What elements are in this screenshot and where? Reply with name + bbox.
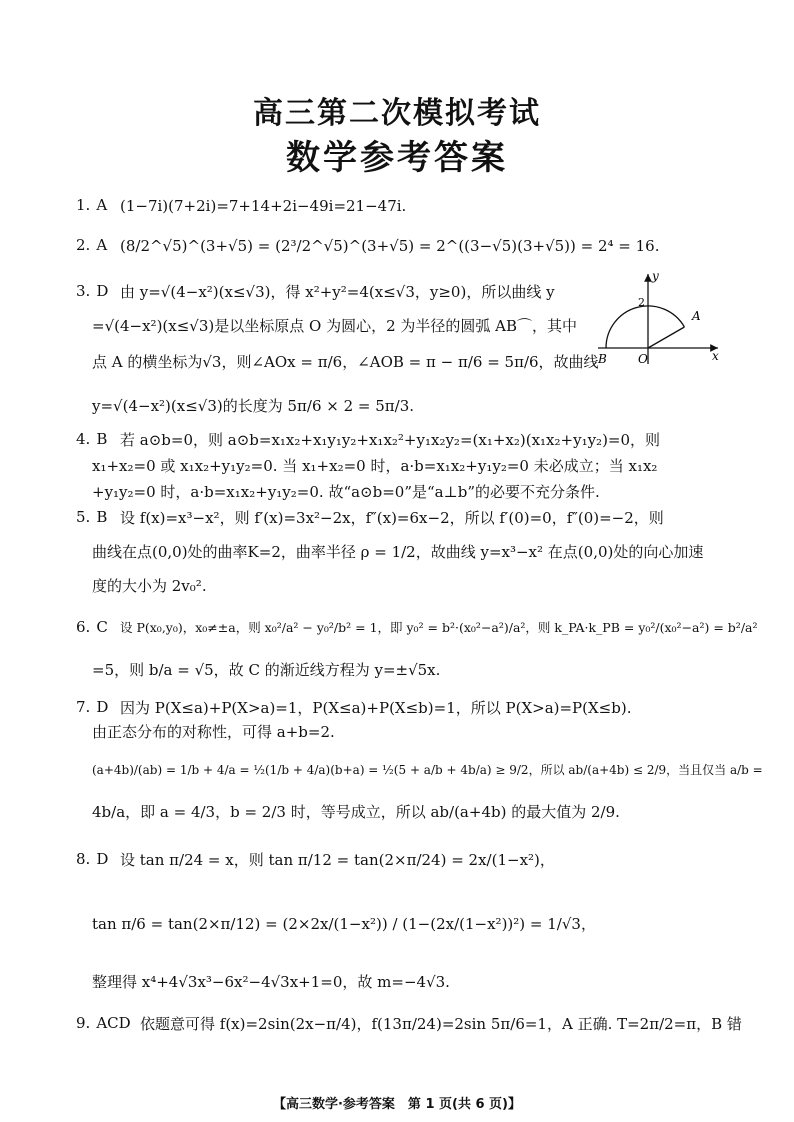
q3-line4: y=√(4−x²)(x≤√3)的长度为 5π/6 × 2 = 5π/3. bbox=[92, 397, 415, 415]
fig-label-b: B bbox=[598, 352, 607, 366]
q1-number: 1. bbox=[76, 196, 91, 214]
q3-line3: 点 A 的横坐标为√3，则∠AOx = π/6，∠AOB = π − π/6 = 5π/6，故曲线 bbox=[92, 353, 599, 371]
q1-solution: (1−7i)(7+2i)=7+14+2i−49i=21−47i. bbox=[120, 197, 407, 215]
q1-answer: A bbox=[96, 196, 108, 214]
q7-line4: 4b/a，即 a = 4/3，b = 2/3 时，等号成立，所以 ab/(a+4b) 的最大值为 2/9. bbox=[92, 803, 620, 821]
q6-label bbox=[76, 618, 108, 636]
q4-line1: 若 a⊙b=0，则 a⊙b=x₁x₂+x₁y₁y₂+x₁x₂²+y₁x₂y₂=(x₁+x₂)(x₁x₂+y₁y₂)=0，则 bbox=[120, 431, 661, 449]
q6-line2: =5，则 b/a = √5，故 C 的渐近线方程为 y=±√5x. bbox=[92, 661, 441, 679]
page-title: 高三第二次模拟考试 bbox=[253, 96, 541, 131]
segment-oa bbox=[648, 327, 684, 348]
q3-line1: 由 y=√(4−x²)(x≤√3)，得 x²+y²=4(x≤√3，y≥0)，所以曲线 y bbox=[120, 283, 555, 301]
page-footer: 【高三数学·参考答案 第 1 页(共 6 页)】 bbox=[272, 1097, 522, 1112]
q8-number: 8. bbox=[76, 850, 91, 868]
q4-line2: x₁+x₂=0 或 x₁x₂+y₁y₂=0. 当 x₁+x₂=0 时，a·b=x₁x₂+y₁y₂=0 未必成立；当 x₁x₂ bbox=[92, 457, 658, 475]
q3-answer: D bbox=[96, 282, 109, 300]
q5-label bbox=[76, 508, 107, 526]
q8-line1: 设 tan π/24 = x，则 tan π/12 = tan(2×π/24) = 2x/(1−x²)， bbox=[120, 851, 555, 869]
q8-line3: 整理得 x⁴+4√3x³−6x²−4√3x+1=0，故 m=−4√3. bbox=[92, 973, 450, 991]
q3-number: 3. bbox=[76, 282, 91, 300]
q9-line1: 依题意可得 f(x)=2sin(2x−π/4)，f(13π/24)=2sin 5π/6=1，A 正确. T=2π/2=π，B 错 bbox=[140, 1015, 742, 1033]
q3-arc-figure bbox=[590, 268, 730, 368]
q8-label bbox=[76, 850, 108, 868]
q4-line3: +y₁y₂=0 时，a·b=x₁x₂+y₁y₂=0. 故“a⊙b=0”是“a⊥b”的必要不充分条件. bbox=[92, 483, 600, 501]
q6-answer: C bbox=[96, 618, 108, 636]
q9-number: 9. bbox=[76, 1014, 91, 1032]
q7-answer: D bbox=[96, 698, 109, 716]
q2-answer: A bbox=[96, 236, 108, 254]
q7-line2: 由正态分布的对称性，可得 a+b=2. bbox=[92, 723, 335, 741]
q4-label bbox=[76, 430, 107, 448]
q1-label bbox=[76, 196, 107, 214]
fig-label-a: A bbox=[692, 309, 701, 323]
q2-solution: (8/2^√5)^(3+√5) = (2³/2^√5)^(3+√5) = 2^((3−√5)(3+√5)) = 2⁴ = 16. bbox=[120, 237, 660, 255]
q9-label bbox=[76, 1014, 131, 1032]
q9-answer: ACD bbox=[96, 1014, 131, 1032]
fig-label-o: O bbox=[638, 352, 648, 366]
q7-line3: (a+4b)/(ab) = 1/b + 4/a = ½(1/b + 4/a)(b+a) = ½(5 + a/b + 4b/a) ≥ 9/2，所以 ab/(a+4b) ≤ 2/9，当且仅当 a/b = bbox=[92, 763, 763, 777]
fig-label-x: x bbox=[712, 349, 719, 363]
page-subtitle: 数学参考答案 bbox=[286, 138, 508, 178]
q8-answer: D bbox=[96, 850, 109, 868]
q7-number: 7. bbox=[76, 698, 91, 716]
q6-number: 6. bbox=[76, 618, 91, 636]
q5-line1: 设 f(x)=x³−x²，则 f′(x)=3x²−2x，f″(x)=6x−2，所以 f′(0)=0，f″(0)=−2，则 bbox=[120, 509, 664, 527]
q5-line2: 曲线在点(0,0)处的曲率K=2，曲率半径 ρ = 1/2，故曲线 y=x³−x² 在点(0,0)处的向心加速 bbox=[92, 543, 704, 561]
fig-label-y: y bbox=[652, 269, 659, 283]
arc-ab bbox=[606, 306, 684, 348]
q4-number: 4. bbox=[76, 430, 91, 448]
q5-number: 5. bbox=[76, 508, 91, 526]
fig-label-two: 2 bbox=[638, 296, 645, 309]
q5-answer: B bbox=[96, 508, 108, 526]
q7-label bbox=[76, 698, 108, 716]
q4-answer: B bbox=[96, 430, 108, 448]
q3-line2: =√(4−x²)(x≤√3)是以坐标原点 O 为圆心，2 为半径的圆弧 AB⌒，其中 bbox=[92, 317, 578, 335]
q5-line3: 度的大小为 2v₀². bbox=[92, 577, 207, 595]
q6-line1: 设 P(x₀,y₀)，x₀≠±a，则 x₀²/a² − y₀²/b² = 1，即 y₀² = b²·(x₀²−a²)/a²，则 k_PA·k_PB = y₀²/(x₀²−a²) = b²/a² bbox=[120, 620, 758, 635]
q7-line1: 因为 P(X≤a)+P(X>a)=1，P(X≤a)+P(X≤b)=1，所以 P(X>a)=P(X≤b). bbox=[120, 699, 632, 717]
q2-number: 2. bbox=[76, 236, 91, 254]
q3-label bbox=[76, 282, 108, 300]
q2-label bbox=[76, 236, 107, 254]
q8-line2: tan π/6 = tan(2×π/12) = (2×2x/(1−x²)) / (1−(2x/(1−x²))²) = 1/√3， bbox=[92, 915, 596, 933]
